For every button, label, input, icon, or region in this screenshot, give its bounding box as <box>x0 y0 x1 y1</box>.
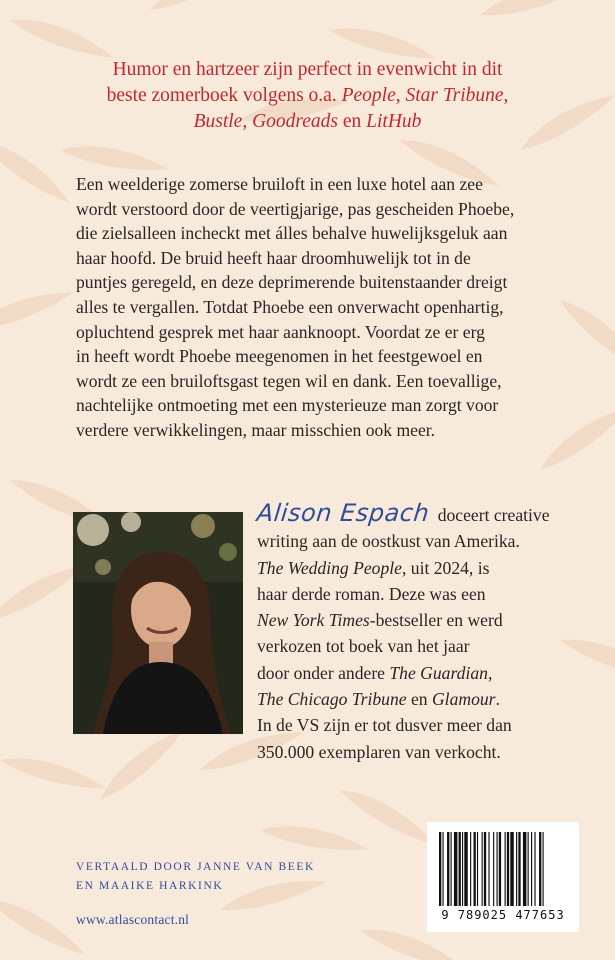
barcode-bar <box>507 832 509 906</box>
synopsis-line: Een weelderige zomerse bruiloft in een luxe hotel aan zee <box>76 174 483 194</box>
barcode-bar <box>459 832 461 906</box>
bio-line-1: Alison Espach doceert creative <box>255 499 550 527</box>
barcode-bar <box>454 832 457 906</box>
synopsis-line: haar hoofd. De bruid heeft haar droomhuwelijk tot in de <box>76 247 471 268</box>
barcode-bar <box>497 832 498 906</box>
tagline-source-star-tribune: Star Tribune <box>405 85 504 106</box>
bio-line-7: door onder andere The Guardian, <box>257 662 493 683</box>
barcode-bar <box>510 832 513 906</box>
barcode-bars <box>437 832 569 906</box>
bio-line-6: verkozen tot boek van het jaar <box>257 636 470 657</box>
barcode-bar <box>528 832 529 906</box>
translator-credits <box>76 858 315 896</box>
synopsis-line: opluchtend gesprek met haar aanknoopt. Voordat ze er erg <box>76 321 485 342</box>
barcode-bar <box>534 832 535 906</box>
synopsis-line: wordt ze een bruiloftsgast tegen wil en dank. Een toevallige, <box>76 370 502 391</box>
synopsis-line: nachtelijke ontmoeting met een mysterieuze man zorgt voor <box>76 395 499 416</box>
barcode-bar <box>482 832 483 906</box>
barcode-bar <box>464 832 467 906</box>
bio-line-5: New York Times-bestseller en werd <box>257 610 503 631</box>
synopsis-line: alles te vergallen. Totdat Phoebe een onverwacht openhartig, <box>76 296 504 317</box>
tagline-source-lithub: LitHub <box>366 111 422 132</box>
barcode-bar <box>470 832 471 906</box>
publisher-website: www.atlascontact.nl <box>76 912 190 927</box>
barcode-bar <box>523 832 526 906</box>
barcode-bar <box>451 832 452 906</box>
barcode-bar <box>493 832 494 906</box>
barcode-bar <box>474 832 476 906</box>
barcode-bar <box>462 832 463 906</box>
barcode-bar <box>518 832 520 906</box>
synopsis-line: puntjes geregeld, en deze deprimerende buitenstaander dreigt <box>76 272 508 293</box>
barcode-bar <box>447 832 449 906</box>
synopsis-line: verdere verwikkelingen, maar misschien ook meer. <box>76 419 436 440</box>
barcode-bar <box>505 832 506 906</box>
barcode-bar <box>484 832 486 906</box>
bio-line-10: 350.000 exemplaren van verkocht. <box>257 741 501 762</box>
bio-line-3: The Wedding People, uit 2024, is <box>257 557 490 578</box>
synopsis-line: die zielsalleen incheckt met álles behalve huwelijksgeluk aan <box>76 223 508 244</box>
synopsis-line: wordt verstoord door de veertigjarige, pas gescheiden Phoebe, <box>76 198 515 219</box>
barcode-bar <box>539 832 541 906</box>
author-bio <box>257 500 587 765</box>
tagline <box>40 57 575 135</box>
barcode-bar <box>531 832 532 906</box>
synopsis <box>76 172 576 443</box>
book-title: The Wedding People <box>257 557 402 578</box>
author-name-signature: Alison Espach <box>255 499 431 527</box>
barcode-bar <box>442 832 443 906</box>
isbn-barcode <box>427 822 579 932</box>
barcode-bar <box>477 832 478 906</box>
bio-line-4: haar derde roman. Deze was een <box>257 583 486 604</box>
barcode-bar <box>516 832 517 906</box>
bio-line-8: The Chicago Tribune en Glamour. <box>257 689 500 710</box>
bio-line-9: In de VS zijn er tot dusver meer dan <box>257 715 512 736</box>
isbn-number: 9 789025 477653 <box>441 908 565 922</box>
barcode-bar <box>499 832 501 906</box>
synopsis-line: in heeft wordt Phoebe meegenomen in het feestgewoel en <box>76 346 483 367</box>
translator-line-2: EN MAAIKE HARKINK <box>76 880 224 892</box>
bio-line-2: writing aan de oostkust van Amerika. <box>257 531 520 552</box>
tagline-line-2: beste zomerboek volgens o.a. People, Star Tribune, <box>106 85 509 106</box>
translator-line-1: VERTAALD DOOR JANNE VAN BEEK <box>76 861 315 873</box>
barcode-bar <box>439 832 441 906</box>
barcode-bar <box>543 832 544 906</box>
tagline-line-1: Humor en hartzeer zijn perfect in evenwicht in dit <box>112 59 503 80</box>
tagline-line-3: Bustle, Goodreads en LitHub <box>193 111 422 132</box>
barcode-bar <box>488 832 489 906</box>
author-photo <box>73 512 243 734</box>
tagline-source-goodreads: Goodreads <box>252 111 339 132</box>
tagline-source-bustle: Bustle <box>193 111 243 132</box>
tagline-source-people: People <box>341 85 396 106</box>
